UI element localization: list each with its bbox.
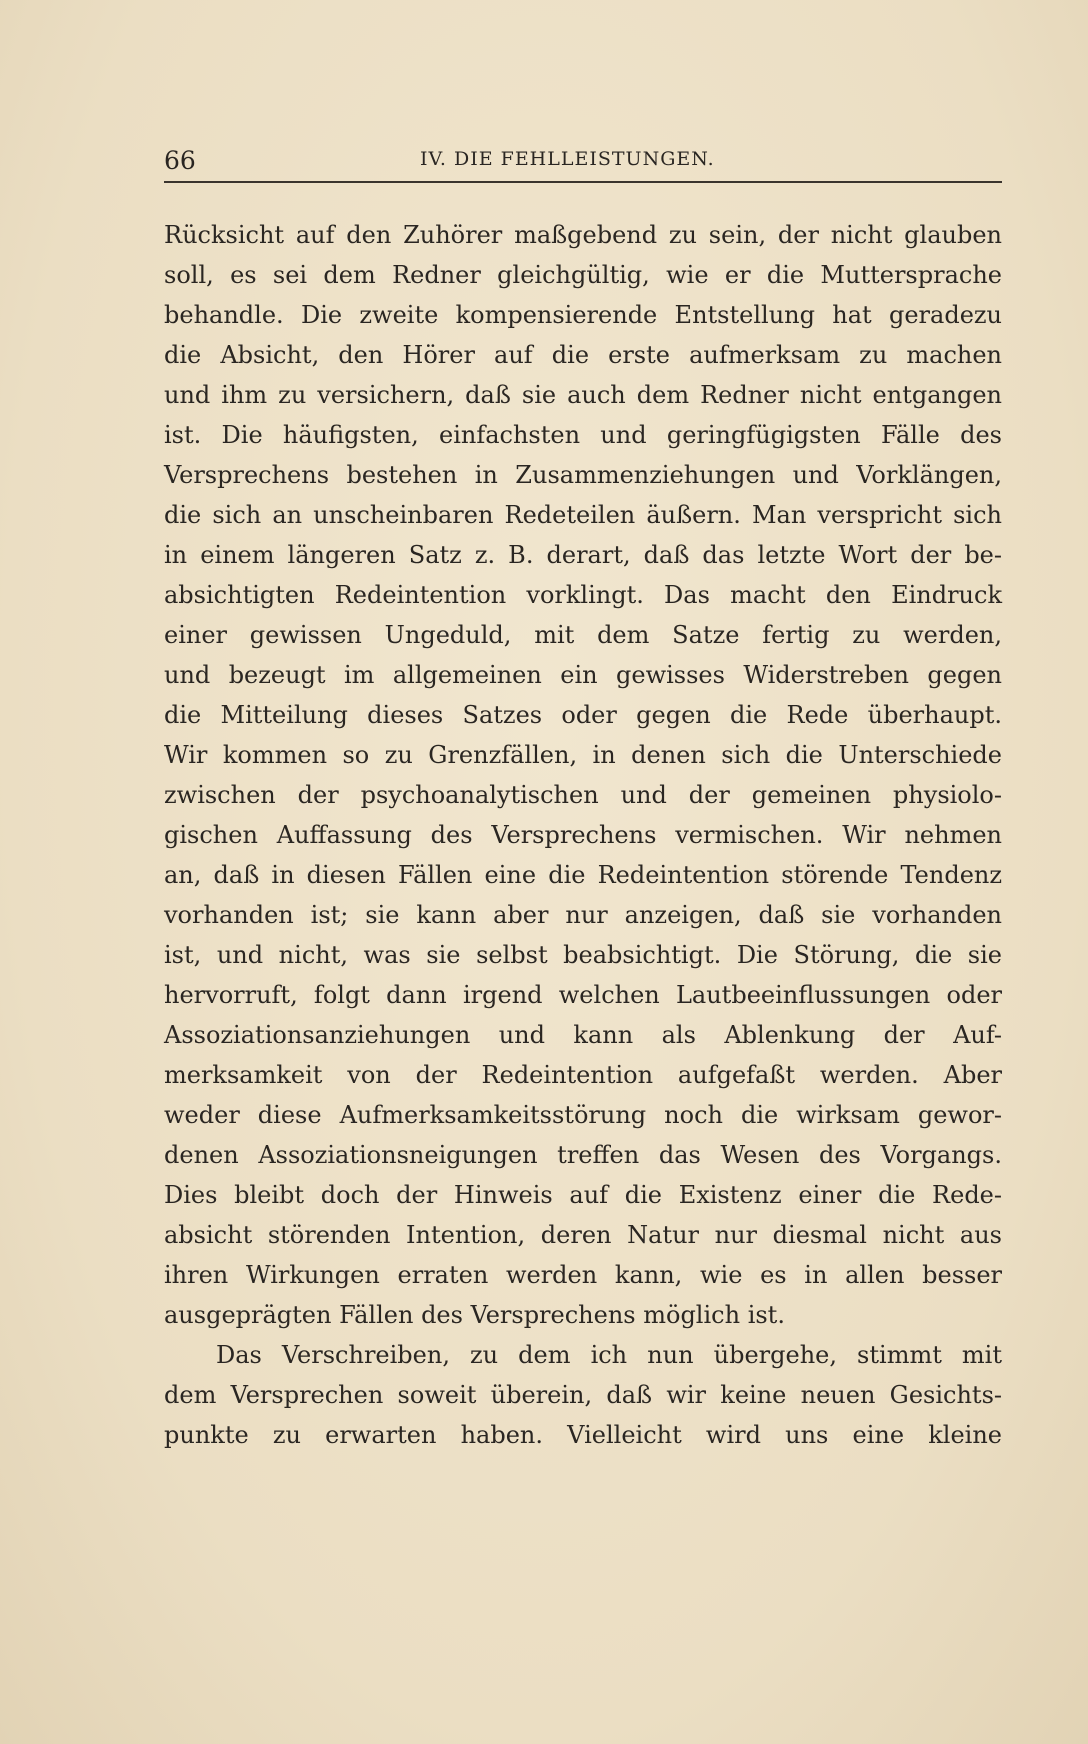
text-line: punkte zu erwarten haben. Vielleicht wird uns eine kleine: [164, 1421, 1002, 1449]
text-line: die Mitteilung dieses Satzes oder gegen die Rede überhaupt.: [164, 701, 1002, 729]
text-line: dem Versprechen soweit überein, daß wir keine neuen Gesichts-: [164, 1381, 1002, 1409]
text-line: und bezeugt im allgemeinen ein gewisses Widerstreben gegen: [164, 661, 1002, 689]
text-line: Dies bleibt doch der Hinweis auf die Existenz einer die Rede-: [164, 1181, 1002, 1209]
text-line: ihren Wirkungen erraten werden kann, wie es in allen besser: [164, 1261, 1002, 1289]
text-line: Rücksicht auf den Zuhörer maßgebend zu sein, der nicht glauben: [164, 221, 1002, 249]
text-line: merksamkeit von der Redeintention aufgefaßt werden. Aber: [164, 1061, 1002, 1089]
text-line: absicht störenden Intention, deren Natur nur diesmal nicht aus: [164, 1221, 1002, 1249]
text-line: an, daß in diesen Fällen eine die Redeintention störende Tendenz: [164, 861, 1002, 889]
text-line: Wir kommen so zu Grenzfällen, in denen sich die Unterschiede: [164, 741, 1002, 769]
text-line: vorhanden ist; sie kann aber nur anzeigen, daß sie vorhanden: [164, 901, 1002, 929]
text-line: die sich an unscheinbaren Redeteilen äußern. Man verspricht sich: [164, 501, 1002, 529]
text-line: in einem längeren Satz z. B. derart, daß das letzte Wort der be-: [164, 541, 1002, 569]
text-line: ist. Die häufigsten, einfachsten und geringfügigsten Fälle des: [164, 421, 1002, 449]
text-line: soll, es sei dem Redner gleichgültig, wie er die Muttersprache: [164, 261, 1002, 289]
text-line: absichtigten Redeintention vorklingt. Das macht den Eindruck: [164, 581, 1002, 609]
text-line: denen Assoziationsneigungen treffen das Wesen des Vorgangs.: [164, 1141, 1002, 1169]
text-line: die Absicht, den Hörer auf die erste aufmerksam zu machen: [164, 341, 1002, 369]
text-line: weder diese Aufmerksamkeitsstörung noch die wirksam gewor-: [164, 1101, 1002, 1129]
body-text: [164, 215, 1002, 1455]
page-header: [164, 146, 1002, 176]
text-line: Versprechens bestehen in Zusammenziehungen und Vorklängen,: [164, 461, 1002, 489]
text-line: und ihm zu versichern, daß sie auch dem Redner nicht entgangen: [164, 381, 1002, 409]
text-line: ausgeprägten Fällen des Versprechens möglich ist.: [164, 1301, 785, 1329]
text-line: ist, und nicht, was sie selbst beabsichtigt. Die Störung, die sie: [164, 941, 1002, 969]
text-line: hervorruft, folgt dann irgend welchen Lautbeeinflussungen oder: [164, 981, 1002, 1009]
text-line: einer gewissen Ungeduld, mit dem Satze fertig zu werden,: [164, 621, 1002, 649]
page-number: 66: [164, 146, 196, 175]
text-line: zwischen der psychoanalytischen und der gemeinen physiolo-: [164, 781, 1002, 809]
text-line: gischen Auffassung des Versprechens vermischen. Wir nehmen: [164, 821, 1002, 849]
text-line: Assoziationsanziehungen und kann als Ablenkung der Auf-: [164, 1021, 1002, 1049]
text-line: Das Verschreiben, zu dem ich nun übergehe, stimmt mit: [216, 1341, 1002, 1369]
running-head: IV. DIE FEHLLEISTUNGEN.: [420, 148, 715, 170]
header-rule: [164, 181, 1002, 183]
text-line: behandle. Die zweite kompensierende Entstellung hat geradezu: [164, 301, 1002, 329]
